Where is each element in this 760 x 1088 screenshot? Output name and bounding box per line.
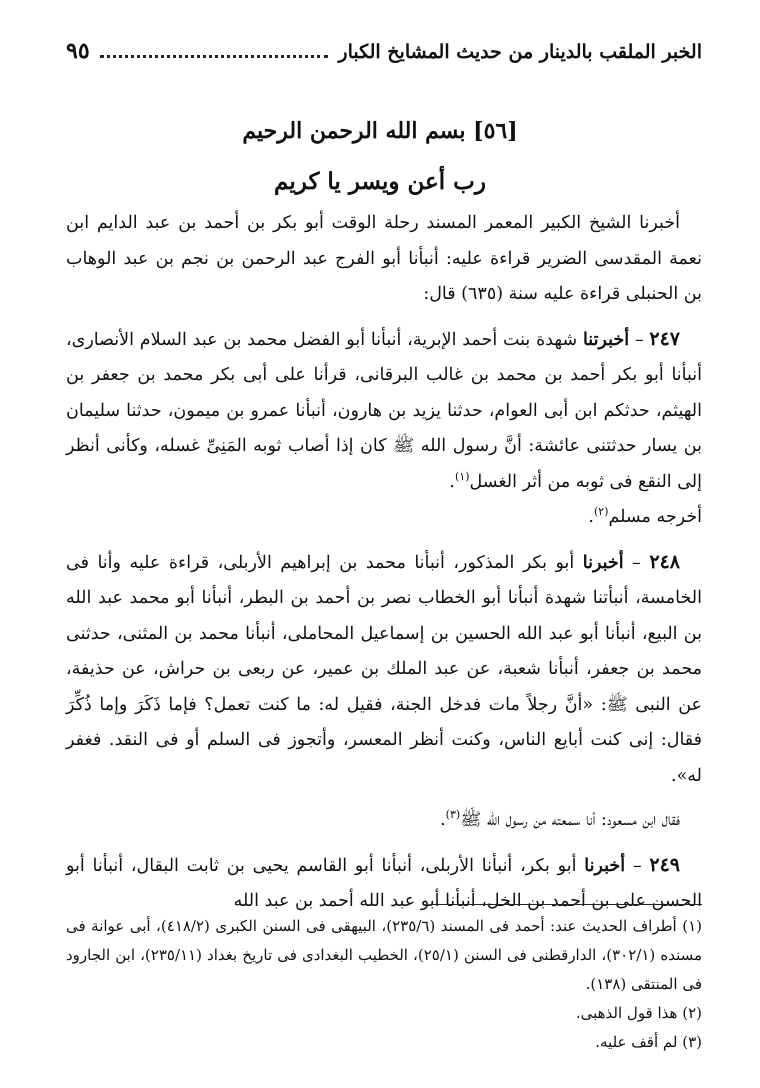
follow-text: فقال ابن مسعود: أنا سمعته من رسول الله ﷺ [460, 810, 680, 830]
follow-tail: . [440, 810, 446, 830]
hadith-text: أبو بكر المذكور، أنبأنا محمد بن إبراهيم الأربلى، قراءة عليه وأنا فى الخامسة، أنبأتنا شهدة أنبأنا أبو الخطاب نصر بن أحمد بن البطر، أنبأنا أبو محمد عبد الله بن البيع، أنبأنا أبو عبد الله الحسين بن إسماعيل المحاملى، أنبأنا محمد بن المثنى، حدثنى محمد بن جعفر، أنبأنا شعبة، عن عبد الملك بن عمير، عن ربعى بن حراش، عن حذيفة، عن النبى ﷺ: «أنَّ رجلاً مات فدخل الجنة، فقيل له: ما كنت تعمل؟ فإما ذَكَرَ وإما ذُكِّرَ فقال: إنى كنت أبايع الناس، وكنت أنظر المعسر، وأتجوز فى السلم أو فى النقد. فغفر له». [66, 552, 702, 786]
footnotes [66, 912, 702, 1057]
footnote-1: (١) أطراف الحديث عند: أحمد فى المسند (٢٣٥/٦)، البيهقى فى السنن الكبرى (٤١٨/٢)، أبى عوانة فى مسنده (٣٠٢/١)، الدارقطنى فى السنن (٢٥/١)، الخطيب البغدادى فى تاريخ بغداد (٢٣٥/١١)، ابن الجارود فى المنتقى (١٣٨). [66, 917, 703, 993]
hadith-dash: – [629, 329, 650, 350]
running-header [66, 38, 702, 78]
footnote-ref-2[interactable]: (٢) [593, 505, 609, 519]
hadith-text: أبو بكر، أنبأنا الأربلى، أنبأنا أبو القاسم يحيى بن ثابت البقال، أنبأنا أبو الحسن على بن أحمد بن الخل، أنبأنا أبو عبد الله أحمد بن عبد الله [66, 855, 702, 911]
hadith-lead-word: أخبرتنا [582, 329, 630, 350]
intro-paragraph: أخبرنا الشيخ الكبير المعمر المسند رحلة الوقت أبو بكر بن أحمد بن عبد الدايم ابن نعمة المقدسى الضرير قراءة عليه: أنبأنا أبو الفرج عبد الرحمن بن نجم بن عبد الوهاب بن الحنبلى قراءة عليه سنة (٦٣٥) قال: [66, 213, 702, 304]
hadith-number: ٢٤٧ [649, 327, 680, 350]
hadith-number: ٢٤٩ [649, 853, 680, 876]
footnote-divider [432, 904, 702, 905]
header-dot-leader [100, 41, 329, 58]
footnote-ref-3[interactable]: (٣) [445, 808, 461, 822]
hadith-247-source [66, 500, 702, 536]
footnote-ref-1[interactable]: (١) [454, 469, 470, 483]
hadith-248-follow [66, 803, 702, 839]
header-title: الخبر الملقب بالدينار من حديث المشايخ الكبار [338, 41, 702, 63]
footnote-2: (٢) هذا قول الذهبى. [575, 1004, 702, 1022]
section-subheading: رب أعن ويسر يا كريم [274, 168, 486, 195]
main-text [66, 206, 702, 920]
source-tail: . [588, 507, 594, 527]
hadith-tail: . [449, 471, 455, 492]
hadith-lead-word: أخبرنا [584, 855, 626, 876]
footnote-3: (٣) لم أقف عليه. [595, 1033, 702, 1051]
page-number: ٩٥ [66, 38, 90, 64]
source-text: أخرجه مسلم [608, 507, 702, 527]
hadith-249 [66, 848, 702, 920]
hadith-247 [66, 322, 702, 501]
hadith-text: شهدة بنت أحمد الإبرية، أنبأنا أبو الفضل محمد بن عبد السلام الأنصارى، أنبأنا أبو بكر أحمد بن محمد بن غالب البرقانى، قرأنا على أبى بكر محمد بن جعفر بن الهيثم، حدثكم ابن أبى العوام، حدثنا يزيد بن هارون، أنبأنا عمرو بن ميمون، حدثنا سليمان بن يسار حدثتنى عائشة: أنَّ رسول الله ﷺ كان إذا أصاب ثوبه المَنِىِّ غسله، وكأنى أنظر إلى النقع فى ثوبه من أثر الغسل [66, 329, 702, 492]
hadith-dash: – [623, 552, 650, 573]
hadith-lead-word: أخبرنا [582, 552, 624, 573]
hadith-number: ٢٤٨ [649, 550, 680, 573]
hadith-dash: – [625, 855, 650, 876]
section-heading: [٥٦] بسم الله الرحمن الرحيم [242, 118, 518, 144]
hadith-248 [66, 545, 702, 795]
